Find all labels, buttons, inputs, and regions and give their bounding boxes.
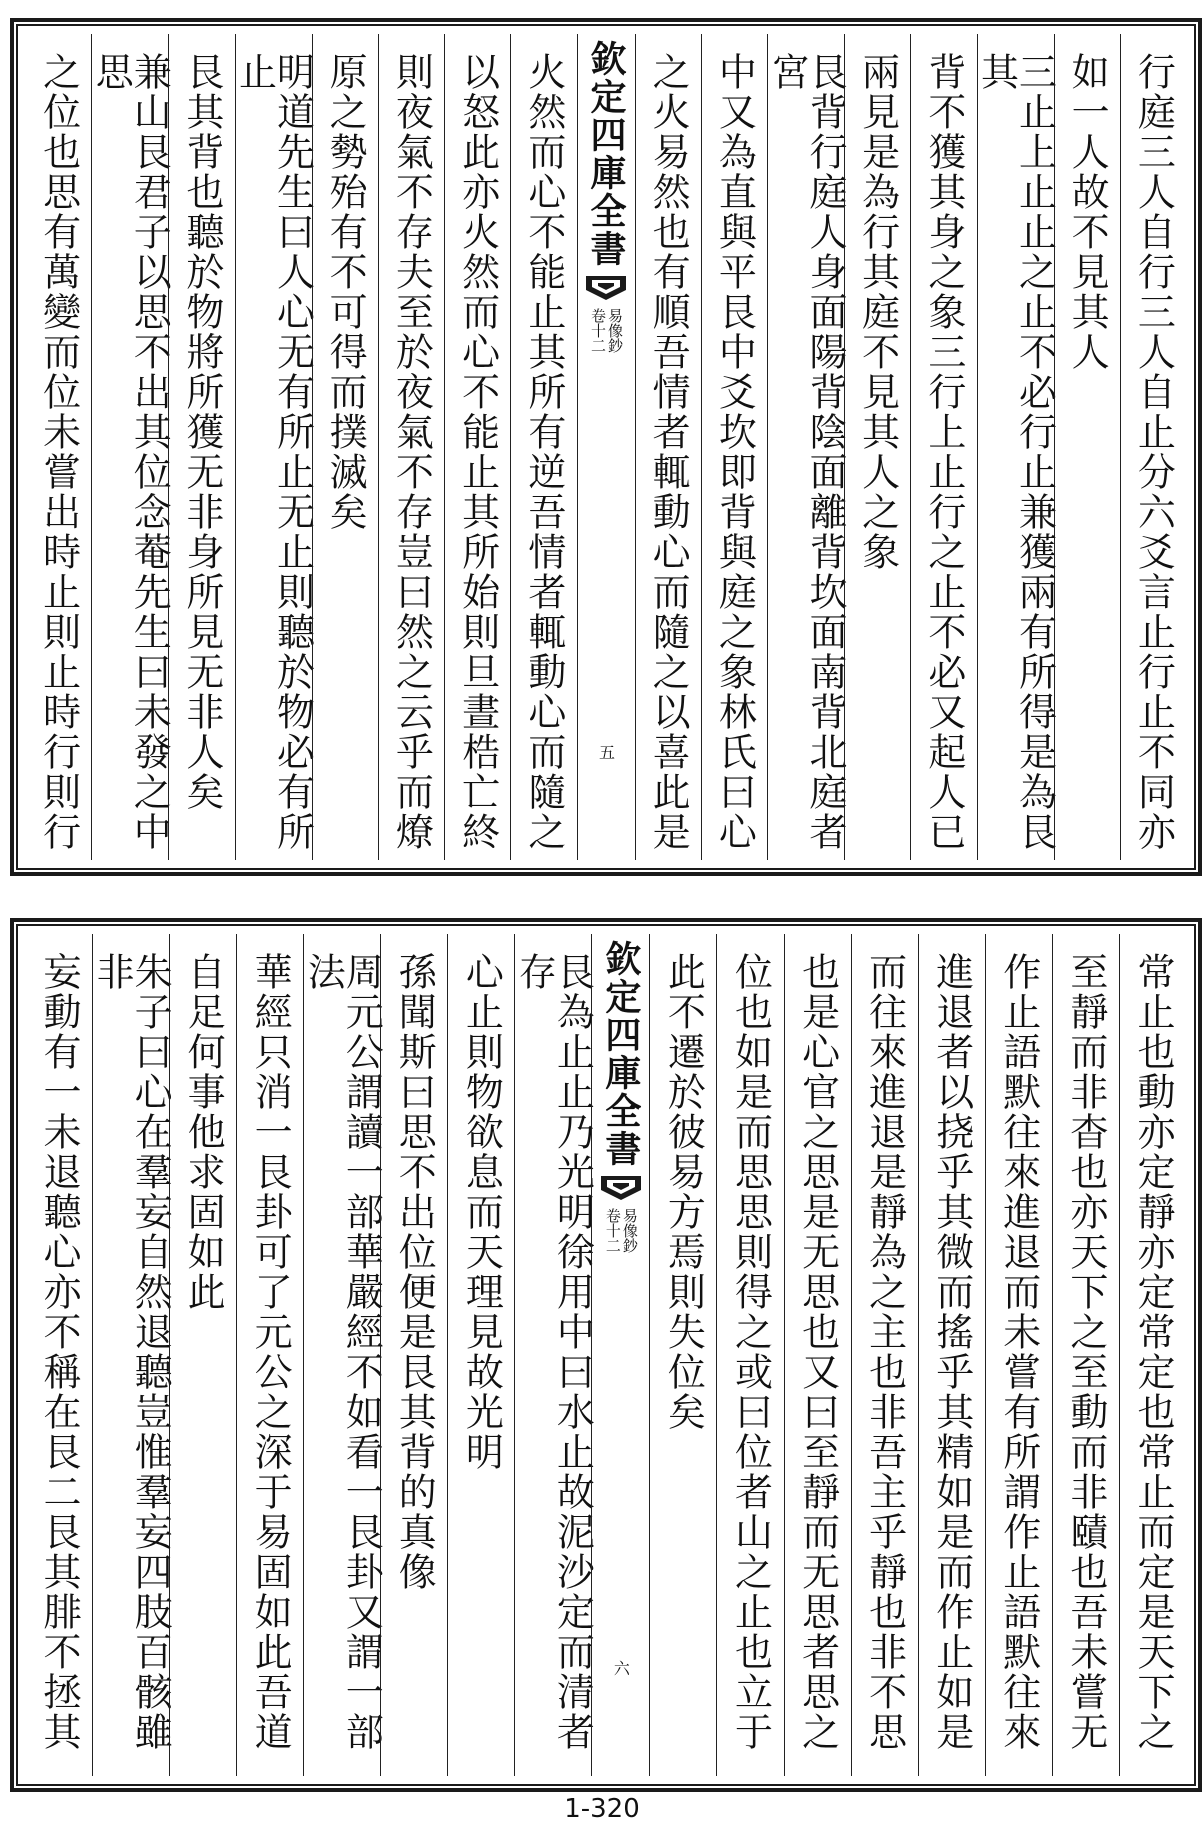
book-title: 易像鈔 (620, 1208, 639, 1253)
text-column: 華經只消一艮卦可了元公之深于易固如此吾道 (236, 934, 303, 1776)
folio-page-top (10, 18, 1202, 876)
text-column: 之火易然也有順吾情者輒動心而隨之以喜此是 (635, 34, 701, 860)
folio-number: 六 (611, 1660, 631, 1676)
book-volume-label (590, 308, 622, 353)
text-column: 進退者以挠乎其微而搖乎其精如是而作止如是 (918, 934, 985, 1776)
center-fold-column (577, 34, 635, 860)
text-column: 則夜氣不存夫至於夜氣不存豈曰然之云乎而燎 (378, 34, 444, 860)
text-column: 兩見是為行其庭不見其人之象 (844, 34, 910, 860)
text-column: 常止也動亦定靜亦定常定也常止而定是天下之 (1119, 934, 1186, 1776)
text-column: 艮為止止乃光明徐用中曰水止故泥沙定而清者存 (514, 934, 591, 1776)
volume-number: 卷十二 (589, 308, 607, 353)
volume-number: 卷十二 (603, 1208, 622, 1253)
center-fold-column (591, 934, 649, 1776)
text-column: 妄動有一未退聽心亦不稱在艮二艮其腓不拯其 (37, 952, 82, 1752)
text-column: 此不遷於彼易方焉則失位矣 (649, 934, 716, 1776)
text-column: 自足何事他求固如此 (169, 934, 236, 1776)
text-column: 火然而心不能止其所有逆吾情者輒動心而隨之 (510, 34, 576, 860)
text-column: 以怒此亦火然而心不能止其所始則旦晝梏亡終 (444, 34, 510, 860)
text-column: 行庭三人自行三人自止分六爻言止行止不同亦 (1120, 34, 1186, 860)
text-column: 作止語默往來進退而未嘗有所謂作止語默往來 (985, 934, 1052, 1776)
text-column: 如一人故不見其人 (1054, 34, 1120, 860)
book-title: 易像鈔 (606, 308, 624, 353)
text-column: 至靜而非杳也亦天下之至動而非賾也吾未嘗无 (1052, 934, 1119, 1776)
text-column: 朱子曰心在羣妄自然退聽豈惟羣妄四肢百骸雖非 (92, 934, 169, 1776)
text-column: 位也如是而思思則得之或曰位者山之止也立于 (716, 934, 783, 1776)
text-column: 而往來進退是靜為之主也非吾主乎靜也非不思 (851, 934, 918, 1776)
book-volume-label (605, 1208, 637, 1253)
text-column: 艮背行庭人身面陽背陰面離背坎面南背北庭者宮 (767, 34, 844, 860)
text-column: 明道先生曰人心无有所止无止則聽於物必有所止 (235, 34, 312, 860)
text-columns-top (26, 34, 1186, 860)
folio-number: 五 (596, 744, 616, 760)
text-column: 之位也思有萬變而位未嘗出時止則止時行則行 (36, 52, 81, 852)
text-column: 周元公謂讀一部華嚴經不如看一艮卦又謂一部法 (303, 934, 380, 1776)
text-column: 兼山艮君子以思不出其位念菴先生曰未發之中思 (91, 34, 168, 860)
text-column: 三止上止止之止不必行止兼獲兩有所得是為艮其 (977, 34, 1054, 860)
text-column: 中又為直與平艮中爻坎即背與庭之象林氏曰心 (701, 34, 767, 860)
text-column: 背不獲其身之象三行上止行之止不必又起人已 (910, 34, 976, 860)
fishtail-mark-icon (584, 274, 628, 302)
page-number: 1-320 (564, 1794, 640, 1824)
text-column: 孫聞斯曰思不出位便是艮其背的真像 (380, 934, 447, 1776)
text-column: 心止則物欲息而天理見故光明 (447, 934, 514, 1776)
text-column: 艮其背也聽於物將所獲无非身所見无非人矣 (168, 34, 234, 860)
fishtail-mark-icon (599, 1174, 643, 1202)
text-column: 也是心官之思是无思也又曰至靜而无思者思之 (784, 934, 851, 1776)
text-columns-bottom (26, 934, 1186, 1776)
folio-page-bottom (10, 918, 1202, 1792)
book-series-title: 欽定四庫全書 (585, 40, 627, 268)
text-column: 原之勢殆有不可得而撲滅矣 (312, 34, 378, 860)
book-series-title: 欽定四庫全書 (599, 940, 642, 1168)
